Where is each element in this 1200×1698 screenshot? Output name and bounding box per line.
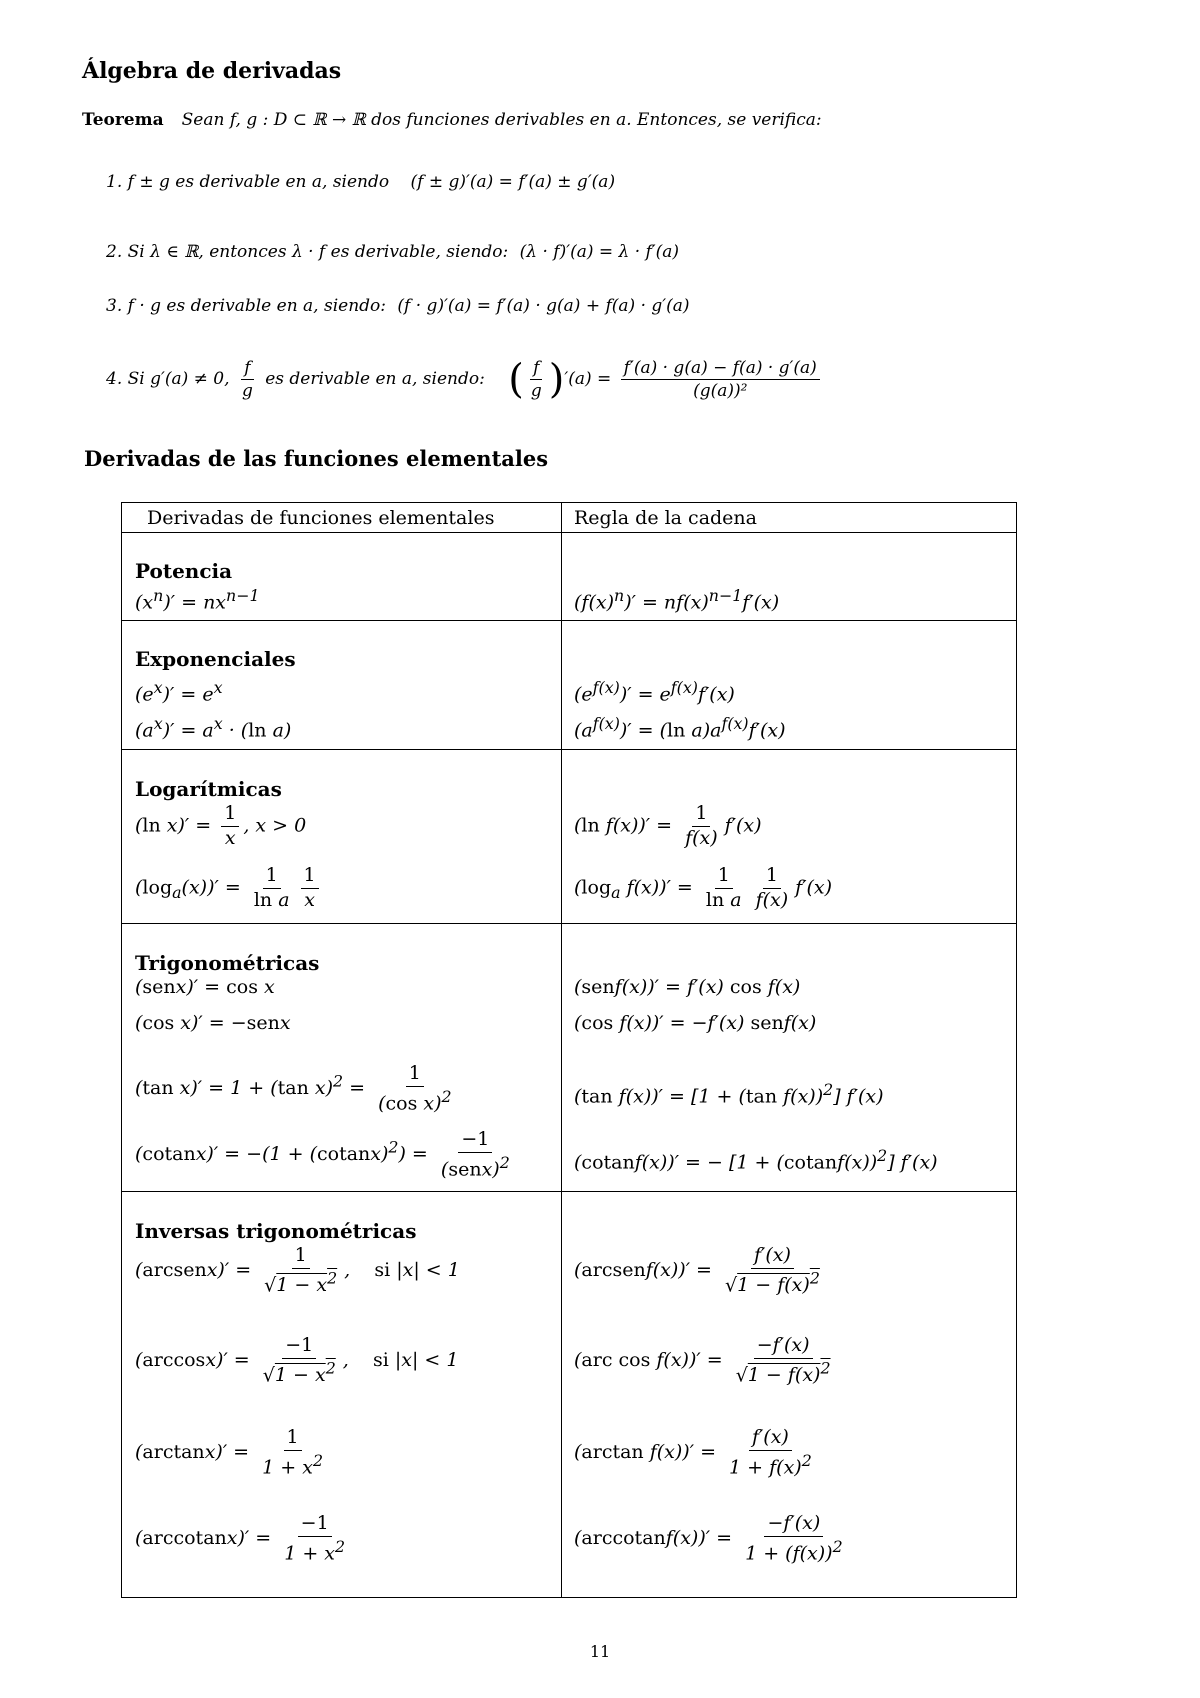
formula-arccos: (arccosx)′ = $\frac{-1}{√1 - x^2}$ , si |x| < 1 bbox=[135, 1334, 459, 1387]
rule-quotient-text: 4. Si g′(a) ≠ 0, bbox=[106, 369, 230, 389]
rule-quotient-formula: ( $\frac{f}{g}$ )′(a) = $\frac{f'(a) \cdot g(a) - f(a) \cdot g'(a)}{\text{(g(a))²}}$ bbox=[508, 369, 824, 389]
rule-scalar-text: 2. Si λ ∈ ℝ, entonces λ · f es derivable, siendo: bbox=[106, 242, 509, 262]
section-title-derivadas: Derivadas de las funciones elementales bbox=[84, 446, 549, 471]
formula-cos-chain: (cos f(x))′ = −f′(x) senf(x) bbox=[574, 1012, 817, 1034]
formula-tan: (tan x)′ = 1 + (tan x)$^2$ = $\frac{1}{(\cos x)^2}$ bbox=[135, 1062, 452, 1115]
formula-arccotan-chain: (arccotanf(x))′ = $\frac{-f'(x)}{1 + (f(x))^2}$ bbox=[574, 1512, 843, 1565]
rule-sum-formula: (f ± g)′(a) = f′(a) ± g′(a) bbox=[410, 172, 616, 192]
row-divider bbox=[122, 532, 1016, 533]
row-divider bbox=[122, 620, 1016, 621]
rule-product-text: 3. f · g es derivable en a, siendo: bbox=[106, 296, 387, 316]
formula-arccos-chain: (arc cos f(x))′ = $\frac{-f'(x)}{√1 - f(x)^2}$ bbox=[574, 1334, 831, 1387]
row-divider bbox=[122, 923, 1016, 924]
formula-arctan: (arctanx)′ = $\frac{1}{1 + x^2}$ bbox=[135, 1426, 324, 1479]
formula-arctan-chain: (arctan f(x))′ = $\frac{f'(x)}{1 + f(x)^2}$ bbox=[574, 1426, 812, 1479]
formula-power: $(x^n)' = nx^{n-1}$ bbox=[135, 586, 260, 614]
formula-exp-a-chain: $(a^{f(x)})' = (\ln$ $a)a^{f(x)}f'(x)$ bbox=[574, 714, 786, 742]
formula-arccotan: (arccotanx)′ = $\frac{-1}{1 + x^2}$ bbox=[135, 1512, 346, 1565]
rule-sum bbox=[106, 172, 615, 192]
formula-sen: (senx)′ = cos x bbox=[135, 976, 275, 998]
rule-product-formula: (f · g)′(a) = f′(a) · g(a) + f(a) · g′(a) bbox=[397, 296, 690, 316]
page-number: 11 bbox=[589, 1642, 611, 1661]
rule-scalar bbox=[106, 242, 679, 262]
derivatives-table bbox=[121, 502, 1017, 1598]
row-divider bbox=[122, 749, 1016, 750]
rule-scalar-formula: (λ · f)′(a) = λ · f′(a) bbox=[519, 242, 680, 262]
theorem-statement bbox=[82, 110, 822, 130]
formula-exp-e: $(e^x)' = e^x$ bbox=[135, 678, 223, 706]
rule-product bbox=[106, 296, 690, 316]
section-potencia: Potencia bbox=[135, 559, 233, 583]
section-logaritmicas: Logarítmicas bbox=[135, 777, 282, 801]
formula-cotan: $(cotanx)' = -(1 + (cotanx)^2)$ = $\frac{-1}{(senx)^2}$ bbox=[135, 1128, 510, 1181]
formula-cotan-chain: (cotanf(x))′ = − $[1 + (cotanf(x))^2]$ f′(x) bbox=[574, 1146, 938, 1174]
theorem-text: Sean f, g : D ⊂ ℝ → ℝ dos funciones derivables en a. Entonces, se verifica: bbox=[181, 110, 822, 130]
section-title-algebra: Álgebra de derivadas bbox=[82, 58, 342, 84]
section-trigonometricas: Trigonométricas bbox=[135, 951, 320, 975]
formula-ln-chain: (ln f(x))′ = $\frac{1}{f(x)}$ f′(x) bbox=[574, 802, 762, 849]
row-divider bbox=[122, 1191, 1016, 1192]
formula-exp-e-chain: $(e^{f(x)})' = e^{f(x)}f'(x)$ bbox=[574, 678, 735, 706]
header-cadena: Regla de la cadena bbox=[574, 507, 757, 529]
formula-arcsen-chain: (arcsenf(x))′ = $\frac{f'(x)}{√1 - f(x)^2}$ bbox=[574, 1244, 820, 1297]
formula-log-a: $(\log_a(x))'$ = $\frac{1}{\text{ln a}}$ $\frac{1}{x}$ bbox=[135, 865, 323, 912]
rule-quotient bbox=[106, 358, 824, 401]
section-exponenciales: Exponenciales bbox=[135, 647, 296, 671]
formula-cos: (cos x)′ = −senx bbox=[135, 1012, 291, 1034]
formula-power-chain: $(f(x)^n)' = nf(x)^{n-1}f'(x)$ bbox=[574, 586, 780, 614]
rule-sum-text: 1. f ± g es derivable en a, siendo bbox=[106, 172, 390, 192]
formula-arcsen: (arcsenx)′ = $\frac{1}{√1 - x^2}$ , si |x| < 1 bbox=[135, 1244, 460, 1297]
rule-quotient-text-b: es derivable en a, siendo: bbox=[265, 369, 485, 389]
column-divider bbox=[561, 503, 562, 1597]
header-elementales: Derivadas de funciones elementales bbox=[147, 507, 495, 529]
theorem-label: Teorema bbox=[82, 110, 164, 130]
quotient-fraction: $\frac{f}{g}$ bbox=[241, 358, 253, 401]
formula-tan-chain: (tan f(x))′ = [1 + (tan f(x))$^2$] f′(x) bbox=[574, 1080, 884, 1108]
formula-exp-a: $(a^x)' = a^x \cdot (\ln$ a) bbox=[135, 714, 292, 742]
formula-log-a-chain: ($\log_a$ f(x))′ = $\frac{1}{\text{ln a}}$ $\frac{1}{f(x)}$ f′(x) bbox=[574, 864, 833, 911]
section-inversas: Inversas trigonométricas bbox=[135, 1219, 417, 1243]
formula-sen-chain: (senf(x))′ = f′(x) cos f(x) bbox=[574, 976, 801, 998]
formula-ln: (ln x)′ = $\frac{1}{x}$ , x > 0 bbox=[135, 802, 307, 849]
